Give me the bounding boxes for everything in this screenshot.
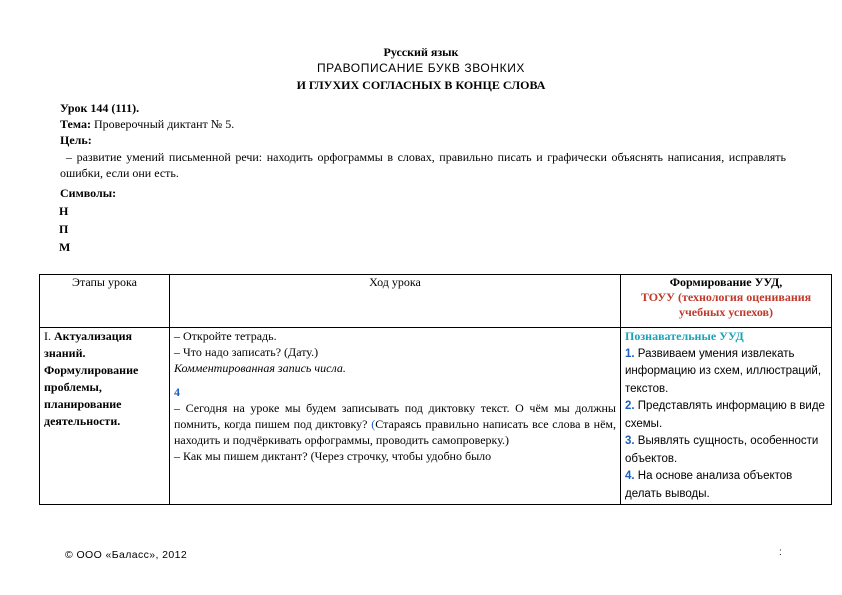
stage-cell — [40, 328, 170, 505]
lesson-title-line-2: И ГЛУХИХ СОГЛАСНЫХ В КОНЦЕ СЛОВА — [296, 78, 546, 92]
footer-copyright: © ООО «Баласс», 2012 — [65, 549, 188, 561]
lesson-number: Урок 144 (111). — [60, 101, 140, 115]
symbols-label: Символы: — [60, 186, 117, 200]
course-line: – Откройте тетрадь. — [174, 329, 277, 343]
symbol-item: М — [59, 240, 71, 254]
uud-item: 2. Представлять информацию в виде схемы. — [625, 400, 825, 430]
course-line: – Что надо записать? (Дату.) — [174, 345, 319, 359]
header-stages: Этапы урока — [40, 275, 170, 328]
topic-label: Тема: — [60, 117, 91, 131]
course-marker-4: 4 — [174, 385, 180, 399]
lesson-plan-table — [39, 274, 832, 505]
uud-item: 3. Выявлять сущность, особенности объектов. — [625, 435, 819, 465]
table-header-row — [40, 275, 832, 328]
uud-cell — [621, 328, 832, 505]
header-uud-subtitle: ТОУУ (технология оценивания учебных успехов) — [640, 290, 812, 319]
course-paragraph: – Сегодня на уроке мы будем записывать под диктовку текст. О чём мы должны помнить, когда пишем под диктовку? (Стараясь правильно написать все слова в нём, находить и подчёркивать орфограммы, проводить самопроверку.) — [174, 401, 616, 447]
course-cell — [170, 328, 621, 505]
uud-item: 4. На основе анализа объектов делать выводы. — [625, 470, 793, 500]
table-row — [40, 328, 832, 505]
course-italic-note: Комментированная запись числа. — [174, 361, 346, 375]
symbol-item: П — [59, 222, 69, 236]
goal-label: Цель: — [60, 133, 92, 147]
stage-text: Актуализация знаний. Формулирование проблемы, планирование деятельности. — [44, 329, 139, 428]
course-paragraph: – Как мы пишем диктант? (Через строчку, чтобы удобно было — [174, 449, 492, 463]
lesson-title-line-1: ПРАВОПИСАНИЕ БУКВ ЗВОНКИХ — [316, 61, 526, 75]
goal-text: – развитие умений письменной речи: находить орфограммы в словах, правильно писать и графически объяснять написания, исправлять ошибки, если они есть. — [60, 150, 786, 180]
header-course: Ход урока — [170, 275, 621, 328]
symbol-item: Н — [59, 204, 69, 218]
header-uud — [621, 275, 832, 328]
uud-item: 1. Развиваем умения извлекать информацию из схем, иллюстраций, текстов. — [625, 347, 822, 395]
document-subject: Русский язык — [383, 45, 459, 59]
topic-line — [60, 117, 234, 132]
uud-block-title: Познавательные УУД — [625, 329, 744, 343]
footer-page-marker: : — [779, 547, 782, 558]
header-uud-title: Формирование УУД, — [669, 275, 783, 289]
topic-value: Проверочный диктант № 5. — [90, 117, 235, 131]
stage-number: I. — [44, 329, 51, 343]
